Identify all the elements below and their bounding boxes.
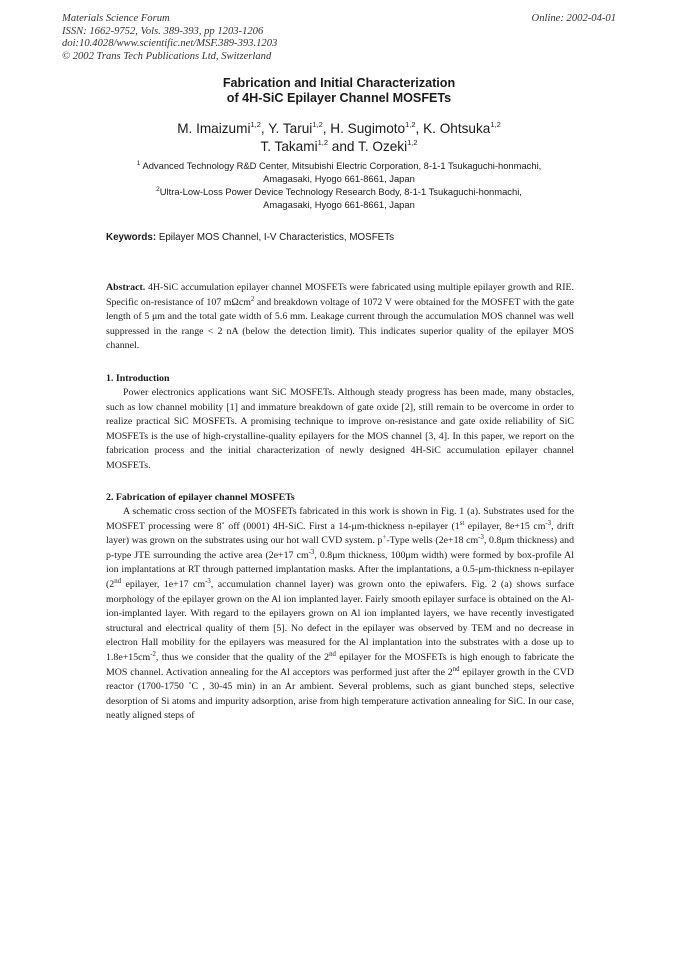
online-date: Online: 2002-04-01 [531,13,616,24]
author-name: T. Takami [260,138,318,154]
abstract-label: Abstract. [106,282,146,293]
body-text: -Type wells (2e+18 cm [386,535,479,547]
author-name: and T. Ozeki [328,138,408,154]
title-line-2: of 4H-SiC Epilayer Channel MOSFETs [226,91,452,106]
author-name: , H. Sugimoto [322,121,406,136]
issn-line: ISSN: 1662-9752, Vols. 389-393, pp 1203-1206 [62,25,264,37]
body-text: A schematic cross section of the MOSFETs fabricated in this work is shown in Fig. 1 (a). Substrates used for the MOSFET processing were 8˚ off (0001) 4H-SiC. First a 14-μm-thickness n-epilayer (1 [106,506,574,532]
body-text: , thus we consider that the quality of the 2 [155,651,330,663]
superscript: st [459,519,465,527]
author-name: , K. Ohtsuka [415,121,491,136]
title-line-1: Fabrication and Initial Characterization [222,76,456,90]
affiliation-1 [0,160,678,186]
author-affil-mark: 1,2 [312,120,323,129]
superscript: nd [452,665,460,673]
body-text: , accumulation channel layer) was grown onto the epiwafers. Fig. 2 (a) shows surface morphology of the epilayer grown on the Al ion implanted layer. Fairly smooth epilayer surface is obtained on the Al-ion-implanted layer. With regard to the epilayers grown on Al ion implanted layers, we have recently investigated structural and electrical quality of them [5]. No defect in the epilayer was observed by TEM and no decrease in electron Hall mobility for the epilayers was measured for the Al implantation into the substrates with a dose up to 1.8e+15cm [106,578,574,663]
superscript: -2 [150,650,156,658]
author-affil-mark: 1,2 [250,120,261,129]
body-text: epilayer, 8e+15 cm [464,520,546,532]
author-affil-mark: 1,2 [317,137,329,147]
abstract [106,281,574,354]
authors-line-1 [0,120,678,138]
authors-line-2 [0,138,678,156]
superscript: -3 [545,519,552,527]
author-affil-mark: 1,2 [490,120,501,129]
affiliation-text: Ultra-Low-Loss Power Device Technology Research Body, 8-1-1 Tsukaguchi-honmachi, [159,186,522,197]
superscript: nd [329,650,336,658]
superscript: -3 [308,548,315,556]
affiliation-2-line-2: Amagasaki, Hyogo 661-8661, Japan [263,198,415,210]
superscript: -3 [205,577,211,585]
author-affil-mark: 1,2 [405,120,416,129]
keywords-label: Keywords: [106,232,157,243]
superscript: + [382,534,387,542]
body-text: epilayer growth in the CVD reactor (1700-1750 ˚C , 30-45 min) in an Ar ambient. Several problems, such as giant bunched steps, selective desorption of Si atoms and impurity adsorption, arise from high temperature activation annealing for SiC. In our case, neatly aligned steps of [106,666,574,722]
keywords-text: Epilayer MOS Channel, I-V Characteristics, MOSFETs [156,232,395,243]
section-1-text: Power electronics applications want SiC MOSFETs. Although steady progress has been made, many obstacles, such as low channel mobility [1] and immature breakdown of gate oxide [2], still remain to be overcome in order to realize practical SiC MOSFETs. A promising technique to improve on-resistance and gate oxide reliability of SiC MOSFETs is the use of high-crystalline-quality epilayers for the MOS channel [3, 4]. In this paper, we report on the fabrication process and the initial characterization of newly designed 4H-SiC accumulation epilayer channel MOSFETs. [106,387,574,471]
affiliation-mark: 2 [156,186,160,193]
author-list [0,120,678,155]
keywords [106,232,576,244]
superscript: -3 [478,534,484,542]
affiliation-mark: 1 [136,160,141,167]
affiliation-1-line-2: Amagasaki, Hyogo 661-8661, Japan [263,172,415,184]
superscript: 2 [250,295,255,303]
paper-title [0,76,678,107]
superscript: nd [114,577,122,585]
body-text: epilayer, 1e+17 cm [121,578,206,590]
journal-name: Materials Science Forum [62,13,170,24]
section-1-heading: 1. Introduction [106,373,170,384]
body-text: , drift layer) was grown on the substrates using our hot wall CVD system. p [106,520,574,547]
copyright-line: © 2002 Trans Tech Publications Ltd, Switzerland [62,50,272,62]
author-name: , Y. Tarui [260,121,313,136]
body-text: , 0.8μm thickness, 100μm width) were formed by box-profile Al ion implantations at RT through patterned implantation masks. After the implantations, a 0.5-μm-thickness n-epilayer (2 [106,549,574,590]
abstract-text: and breakdown voltage of 1072 V were obtained for the MOSFET with the gate length of 5 μm and the total gate width of 5.6 mm. Leakage current through the accumulation MOS channel was well suppressed in the range < 2 nA (below the detection limit). This indicates superior quality of the epilayer MOS channel. [106,296,574,352]
affiliation-text: Advanced Technology R&D Center, Mitsubishi Electric Corporation, 8-1-1 Tsukaguchi-honmachi, [140,160,542,171]
doi-line: doi:10.4028/www.scientific.net/MSF.389-393.1203 [62,38,278,50]
abstract-text: 4H-SiC accumulation epilayer channel MOSFETs were fabricated using multiple epilayer growth and RIE. Specific on-resistance of 107 mΩcm [106,282,574,308]
section-2-text [106,505,574,724]
section-2-heading: 2. Fabrication of epilayer channel MOSFETs [106,492,295,503]
affiliation-2 [0,186,678,212]
journal-header [62,13,442,63]
body-text: , 0.8μm thickness) and p-type JTE surrounding the active area (2e+17 cm [106,535,575,561]
author-name: M. Imaizumi [177,121,251,136]
body-text: epilayer for the MOSFETs is high enough to fabricate the MOS channel. Activation annealing for the Al acceptors was performed just after the 2 [106,651,574,678]
affiliation-2-line-1 [0,186,678,199]
affiliation-1-line-1 [0,160,678,173]
author-affil-mark: 1,2 [407,137,418,147]
